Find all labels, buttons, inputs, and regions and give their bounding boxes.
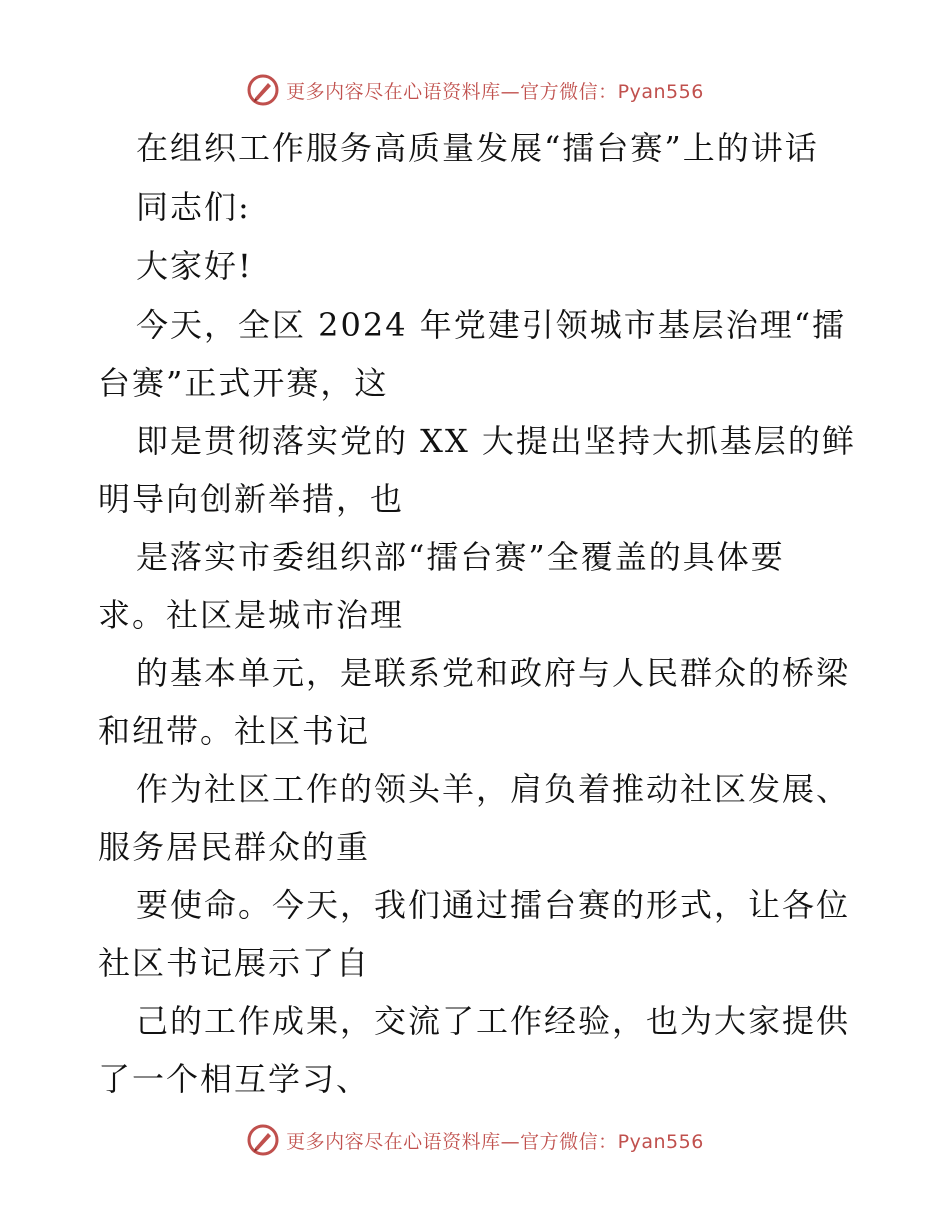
text-line: 是落实市委组织部“擂台赛”全覆盖的具体要 (136, 538, 785, 576)
text-line: 要使命。今天，我们通过擂台赛的形式，让各位 (136, 886, 851, 924)
text-line: 和纽带。社区书记 (98, 712, 371, 750)
text-line: 的基本单元，是联系党和政府与人民群众的桥梁 (136, 654, 851, 692)
salutation: 同志们: (136, 188, 251, 226)
document-title: 在组织工作服务高质量发展“擂台赛”上的讲话 (136, 129, 819, 167)
text-line: 服务居民群众的重 (98, 828, 371, 866)
text-line: 社区书记展示了自 (98, 944, 371, 982)
text-line: 求。社区是城市治理 (98, 596, 405, 634)
text-line: 己的工作成果，交流了工作经验，也为大家提供 (136, 1002, 851, 1040)
text-line: 作为社区工作的领头羊，肩负着推动社区发展、 (136, 770, 851, 808)
greeting: 大家好! (136, 247, 253, 285)
text-line: 今天，全区 2024 年党建引领城市基层治理“擂 (136, 306, 847, 344)
text-line: 台赛”正式开赛，这 (98, 364, 389, 402)
watermark-text: 更多内容尽在心语资料库—官方微信：Pyan556 (286, 80, 704, 103)
pen-logo-icon (246, 1123, 280, 1157)
text-line: 即是贯彻落实党的 XX 大提出坚持大抓基层的鲜 (136, 422, 856, 460)
text-line: 明导向创新举措，也 (98, 480, 405, 518)
watermark-text: 更多内容尽在心语资料库—官方微信：Pyan556 (286, 1130, 704, 1153)
footer-watermark (0, 1120, 950, 1160)
text-line: 了一个相互学习、 (98, 1060, 371, 1098)
